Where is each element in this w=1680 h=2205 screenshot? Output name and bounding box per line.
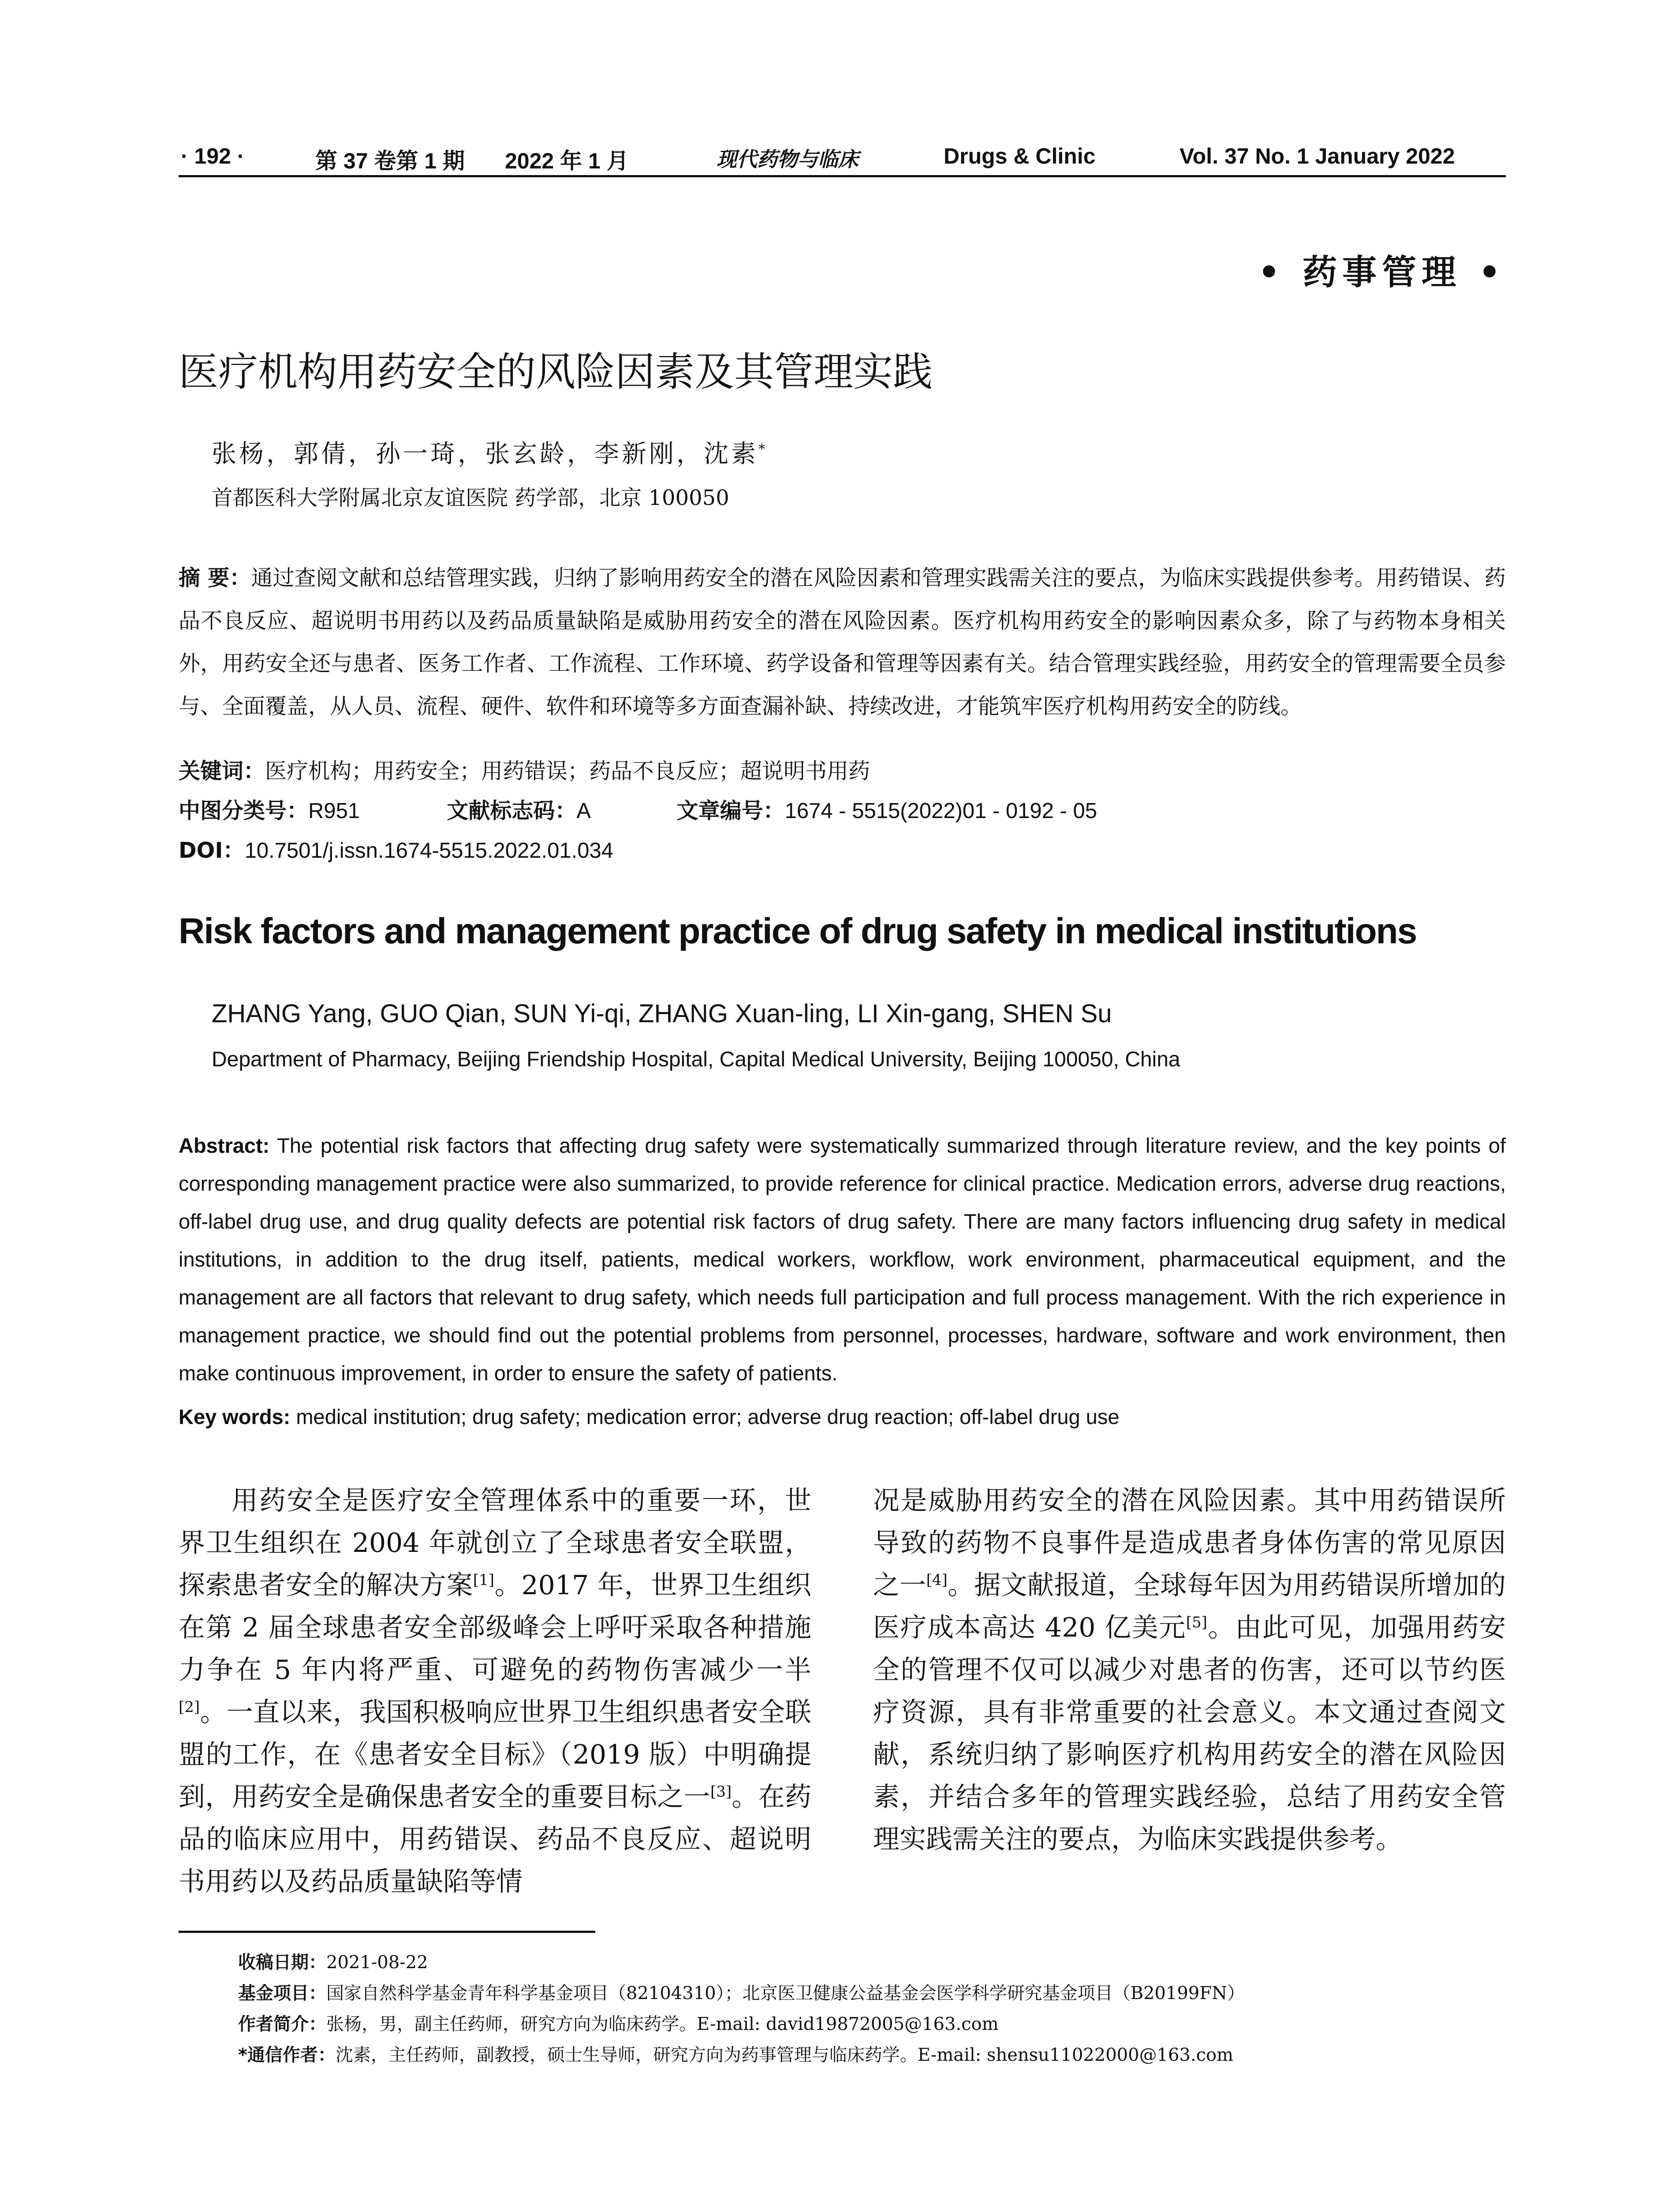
volume-en: Vol. 37 No. 1 January 2022 bbox=[1180, 144, 1455, 168]
keywords-cn-label: 关键词： bbox=[179, 759, 265, 784]
running-header bbox=[179, 143, 1506, 177]
authors-cn-names: 张杨，郭倩，孙一琦，张玄龄，李新刚，沈素 bbox=[212, 440, 758, 468]
footnote-text: 国家自然科学基金青年科学基金项目（82104310）；北京医卫健康公益基金会医学科学研究基金项目（B20199FN） bbox=[326, 1983, 1245, 2003]
keywords-en bbox=[179, 1398, 1506, 1436]
clc-label: 中图分类号： bbox=[179, 798, 309, 823]
body-text: 。一直以来，我国积极响应世界卫生组织患者安全联盟的工作，在《患者安全目标》（2019 版）中明确提到，用药安全是确保患者安全的重要目标之一 bbox=[179, 1697, 811, 1813]
body-column-left bbox=[179, 1480, 811, 1903]
article-number-value: 1674 - 5515(2022)01 - 0192 - 05 bbox=[784, 799, 1097, 823]
body-text: 用药安全是医疗安全管理体系中的重要一环，世界卫生组织在 2004 年就创立了全球患者安全联盟，探索患者安全的解决方案 bbox=[179, 1485, 811, 1601]
article-title-en: Risk factors and management practice of drug safety in medical institutions bbox=[179, 911, 1417, 951]
footnote-fund bbox=[238, 1979, 1245, 2004]
citation-4: [4] bbox=[926, 1571, 948, 1589]
body-text: 。据文献报道，全球每年因为用药错误所增加的医疗成本高达 420 亿美元 bbox=[873, 1570, 1506, 1643]
affiliation-cn: 首都医科大学附属北京友谊医院 药学部，北京 100050 bbox=[212, 486, 729, 510]
citation-2: [2] bbox=[179, 1698, 200, 1716]
footnote-text: 2021-08-22 bbox=[326, 1952, 428, 1973]
classification-line bbox=[179, 794, 1097, 825]
article-title-cn: 医疗机构用药安全的风险因素及其管理实践 bbox=[179, 349, 933, 395]
footnote-corresponding bbox=[238, 2041, 1233, 2066]
footnote-received bbox=[238, 1948, 428, 1973]
citation-3: [3] bbox=[710, 1783, 732, 1801]
section-label: • 药事管理 • bbox=[1258, 252, 1506, 292]
clc-value: R951 bbox=[308, 799, 360, 823]
abstract-en bbox=[179, 1127, 1506, 1392]
authors-en: ZHANG Yang, GUO Qian, SUN Yi-qi, ZHANG Xuan-ling, LI Xin-gang, SHEN Su bbox=[212, 999, 1112, 1028]
doc-code-label: 文献标志码： bbox=[447, 798, 577, 823]
journal-name-en: Drugs & Clinic bbox=[944, 144, 1096, 168]
authors-cn bbox=[212, 434, 768, 470]
doi-line bbox=[179, 833, 613, 864]
footnote-text: 张杨，男，副主任药师，研究方向为临床药学。E-mail: david19872005@163.com bbox=[326, 2014, 999, 2034]
citation-5: [5] bbox=[1186, 1614, 1207, 1631]
doi-label: DOI： bbox=[179, 838, 245, 863]
doi-value: 10.7501/j.issn.1674-5515.2022.01.034 bbox=[244, 839, 613, 863]
footnote-label: 基金项目： bbox=[238, 1983, 326, 2003]
abstract-cn bbox=[179, 557, 1506, 728]
journal-name-cn: 现代药物与临床 bbox=[717, 147, 859, 171]
date-cn: 2022 年 1 月 bbox=[505, 149, 629, 173]
keywords-cn-text: 医疗机构；用药安全；用药错误；药品不良反应；超说明书用药 bbox=[265, 759, 870, 784]
footnote-author bbox=[238, 2010, 999, 2035]
body-text: 。在药品的临床应用中，用药错误、药品不良反应、超说明书用药以及药品质量缺陷等情 bbox=[179, 1782, 811, 1897]
abstract-cn-text: 通过查阅文献和总结管理实践，归纳了影响用药安全的潜在风险因素和管理实践需关注的要点，为临床实践提供参考。用药错误、药品不良反应、超说明书用药以及药品质量缺陷是威胁用药安全的潜在风险因素。医疗机构用药安全的影响因素众多，除了与药物本身相关外，用药安全还与患者、医务工作者、工作流程、工作环境、药学设备和管理等因素有关。结合管理实践经验，用药安全的管理需要全员参与、全面覆盖，从人员、流程、硬件、软件和环境等多方面查漏补缺、持续改进，才能筑牢医疗机构用药安全的防线。 bbox=[179, 565, 1506, 719]
keywords-en-label: Key words: bbox=[179, 1405, 291, 1428]
keywords-cn bbox=[179, 754, 870, 785]
abstract-cn-label: 摘 要： bbox=[179, 565, 251, 590]
corresponding-mark: * bbox=[758, 441, 768, 457]
body-text: 。2017 年，世界卫生组织在第 2 届全球患者安全部级峰会上呼吁采取各种措施力争在 5 年内将严重、可避免的药物伤害减少一半 bbox=[179, 1570, 811, 1686]
doc-code-value: A bbox=[576, 799, 590, 823]
citation-1: [1] bbox=[473, 1571, 495, 1589]
footnote-divider bbox=[179, 1931, 595, 1933]
footnote-label: 收稿日期： bbox=[238, 1952, 326, 1973]
footnote-label: *通信作者： bbox=[238, 2045, 336, 2065]
body-text: 况是威胁用药安全的潜在风险因素。其中用药错误所导致的药物不良事件是造成患者身体伤害的常见原因之一 bbox=[873, 1485, 1506, 1601]
abstract-en-label: Abstract: bbox=[179, 1134, 270, 1157]
article-number-label: 文章编号： bbox=[676, 798, 785, 823]
affiliation-en: Department of Pharmacy, Beijing Friendship Hospital, Capital Medical University, Beijing 100050, China bbox=[212, 1048, 1180, 1071]
footnote-label: 作者简介： bbox=[238, 2014, 326, 2034]
body-column-right bbox=[873, 1480, 1506, 1861]
body-text: 。由此可见，加强用药安全的管理不仅可以减少对患者的伤害，还可以节约医疗资源，具有非常重要的社会意义。本文通过查阅文献，系统归纳了影响医疗机构用药安全的潜在风险因素，并结合多年的管理实践经验，总结了用药安全管理实践需关注的要点，为临床实践提供参考。 bbox=[873, 1612, 1506, 1855]
footnote-text: 沈素，主任药师，副教授，硕士生导师，研究方向为药事管理与临床药学。E-mail: shensu11022000@163.com bbox=[335, 2045, 1234, 2065]
page-number: · 192 · bbox=[181, 144, 245, 168]
volume-issue-cn: 第 37 卷第 1 期 bbox=[315, 149, 465, 173]
keywords-en-text: medical institution; drug safety; medication error; adverse drug reaction; off-label drug use bbox=[290, 1405, 1120, 1428]
abstract-en-text: The potential risk factors that affecting drug safety were systematically summarized through literature review, and the key points of corresponding management practice were also summarized, to provide reference for clinical practice. Medication errors, adverse drug reactions, off-label drug use, and drug quality defects are potential risk factors of drug safety. There are many factors influencing drug safety in medical institutions, in addition to the drug itself, patients, medical workers, workflow, work environment, pharmaceutical equipment, and the management are all factors that relevant to drug safety, which needs full participation and full process management. With the rich experience in management practice, we should find out the potential problems from personnel, processes, hardware, software and work environment, then make continuous improvement, in order to ensure the safety of patients. bbox=[179, 1134, 1506, 1385]
